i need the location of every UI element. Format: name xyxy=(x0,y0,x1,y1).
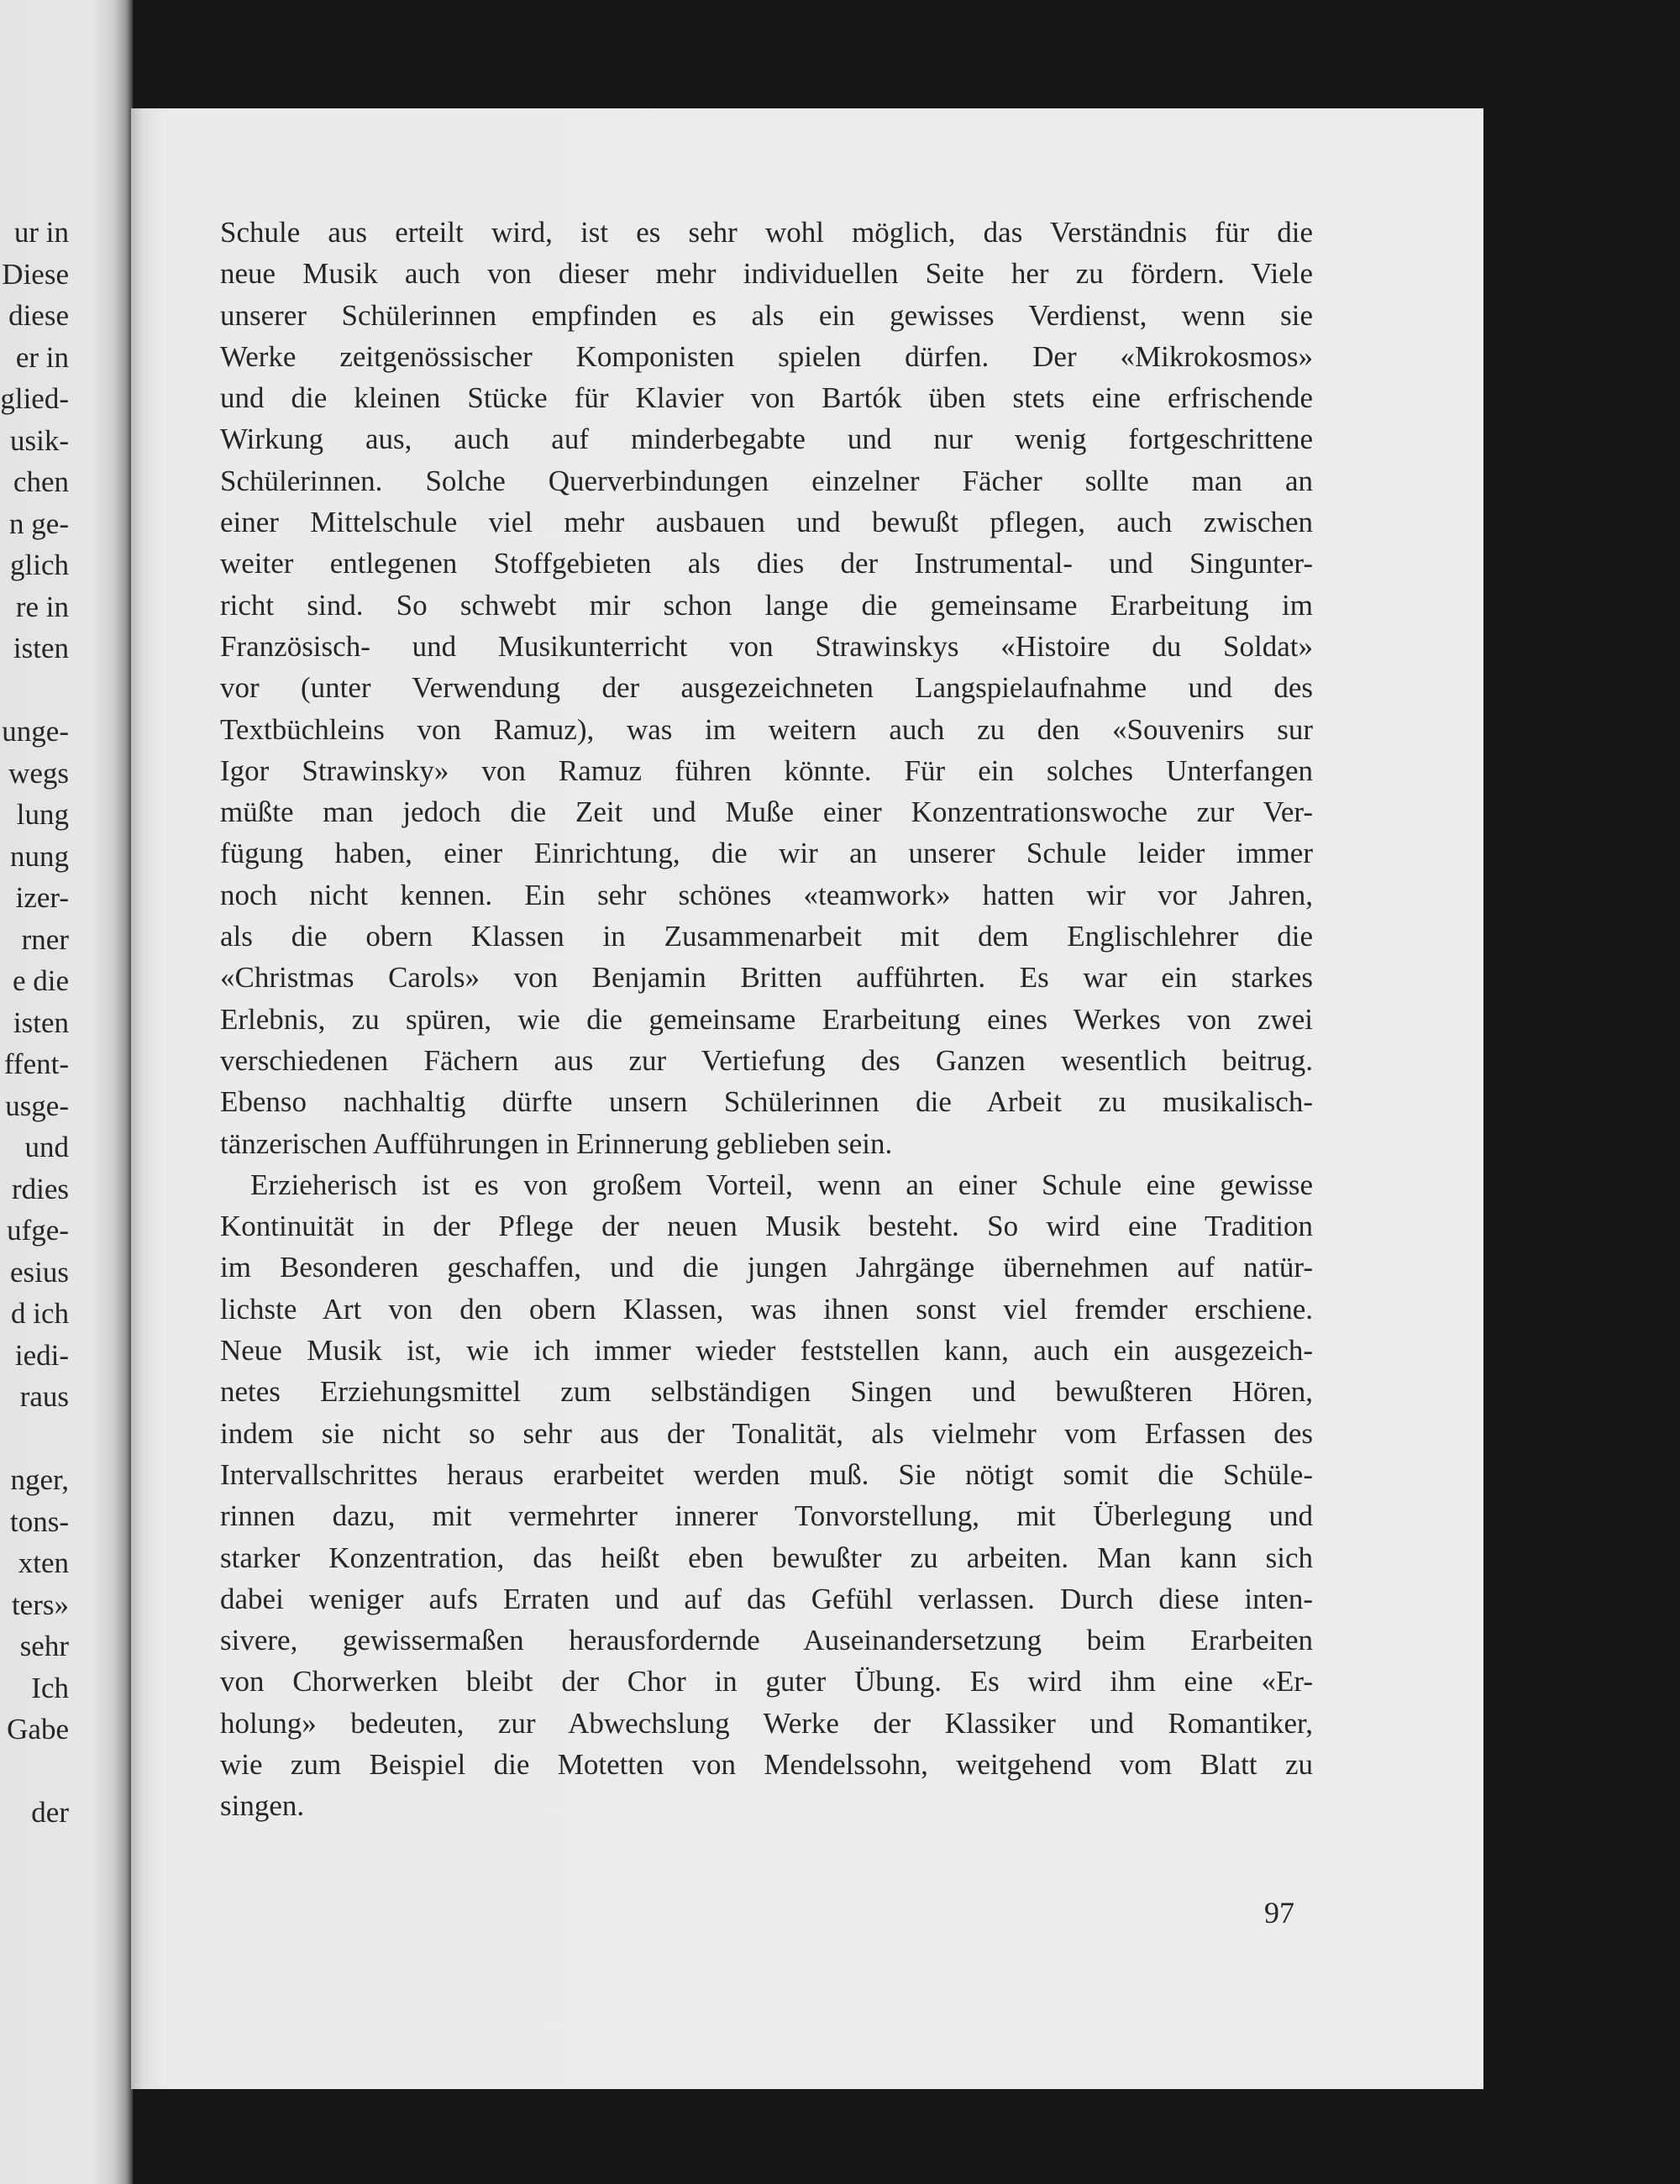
left-page-line-fragment xyxy=(0,1126,69,1168)
text-line: lichste Art von den obern Klassen, was ihnen sonst viel fremder erschiene. xyxy=(220,1292,1313,1326)
text-line: Ebenso nachhaltig dürfte unsern Schülerinnen die Arbeit zu musikalisch- xyxy=(220,1085,1313,1119)
text-line: netes Erziehungsmittel zum selbständigen Singen und bewußteren Hören, xyxy=(220,1375,1313,1409)
left-page-line-fragment xyxy=(0,586,69,628)
text-line: noch nicht kennen. Ein sehr schönes «teamwork» hatten wir vor Jahren, xyxy=(220,878,1313,911)
fragment-text: e die xyxy=(12,964,69,997)
paragraph xyxy=(220,1164,1313,1827)
text-line: singen. xyxy=(220,1789,305,1823)
left-page-line-fragment xyxy=(0,337,69,379)
left-page-line-fragment xyxy=(0,1085,69,1127)
left-page-line-fragment xyxy=(0,378,69,420)
left-page-line-fragment xyxy=(0,420,69,462)
fragment-text: xten xyxy=(18,1546,69,1579)
fragment-text: Ich xyxy=(31,1671,69,1704)
left-page-text-fragments xyxy=(0,212,69,1834)
text-line: als die obern Klassen in Zusammenarbeit mit dem Englischlehrer die xyxy=(220,920,1313,953)
text-line: Werke zeitgenössischer Komponisten spielen dürfen. Der «Mikrokosmos» xyxy=(220,339,1313,373)
left-page-line-fragment xyxy=(0,1043,69,1085)
fragment-text: er in xyxy=(15,340,69,374)
left-page-line-fragment xyxy=(0,1252,69,1294)
left-page-line-fragment xyxy=(0,1709,69,1751)
left-page-line-fragment xyxy=(0,1667,69,1709)
fragment-text: rdies xyxy=(11,1172,69,1205)
left-page-line-fragment xyxy=(0,627,69,669)
text-line: starker Konzentration, das heißt eben bewußter zu arbeiten. Man kann sich xyxy=(220,1541,1313,1574)
left-page-line-fragment xyxy=(0,1459,69,1501)
fragment-text: usge- xyxy=(5,1089,69,1122)
left-page-line-fragment xyxy=(0,1625,69,1667)
text-line: Wirkung aus, auch auf minderbegabte und nur wenig fortgeschrittene xyxy=(220,423,1313,456)
left-page-line-fragment xyxy=(0,1542,69,1584)
fragment-text: Diese xyxy=(2,257,69,291)
text-line: dabei weniger aufs Erraten und auf das Gefühl verlassen. Durch diese inten- xyxy=(220,1582,1313,1615)
left-page-line-fragment xyxy=(0,877,69,919)
left-page-line-fragment xyxy=(0,919,69,961)
text-line: und die kleinen Stücke für Klavier von Bartók üben stets eine erfrischende xyxy=(220,381,1313,415)
left-page-line-fragment xyxy=(0,1293,69,1335)
fragment-text: glied- xyxy=(0,382,69,415)
left-page-line-fragment xyxy=(0,1002,69,1044)
text-line: sivere, gewissermaßen herausfordernde Auseinandersetzung beim Erarbeiten xyxy=(220,1624,1313,1657)
fragment-text: d ich xyxy=(10,1297,69,1330)
text-line: fügung haben, einer Einrichtung, die wir an unserer Schule leider immer xyxy=(220,837,1313,870)
text-line: indem sie nicht so sehr aus der Tonalität, als vielmehr vom Erfassen des xyxy=(220,1416,1313,1450)
blank-line xyxy=(0,1751,69,1793)
text-line: vor (unter Verwendung der ausgezeichneten Langspielaufnahme und des xyxy=(220,671,1313,705)
text-line: verschiedenen Fächern aus zur Vertiefung des Ganzen wesentlich beitrug. xyxy=(220,1043,1313,1077)
text-line: müßte man jedoch die Zeit und Muße einer Konzentrationswoche zur Ver- xyxy=(220,795,1313,829)
fragment-text: n ge- xyxy=(9,507,69,540)
page-number: 97 xyxy=(1264,1896,1294,1929)
fragment-text: re in xyxy=(15,590,69,623)
blank-line xyxy=(0,669,69,711)
fragment-text: ufge- xyxy=(7,1214,69,1247)
text-line: Französisch- und Musikunterricht von Strawinskys «Histoire du Soldat» xyxy=(220,629,1313,663)
text-line: Erzieherisch ist es von großem Vorteil, wenn an einer Schule eine gewisse xyxy=(250,1168,1313,1201)
fragment-text: rner xyxy=(21,922,69,956)
fragment-text: sehr xyxy=(19,1630,69,1662)
fragment-text: und xyxy=(24,1131,69,1163)
text-line: Igor Strawinsky» von Ramuz führen könnte. Für ein solches Unterfangen xyxy=(220,753,1313,787)
text-line: rinnen dazu, mit vermehrter innerer Tonvorstellung, mit Überlegung und xyxy=(220,1499,1313,1533)
fragment-text: unge- xyxy=(2,715,69,748)
left-page-line-fragment xyxy=(0,1792,69,1834)
left-page-line-fragment xyxy=(0,295,69,337)
fragment-text: ffent- xyxy=(3,1047,69,1080)
fragment-text: glich xyxy=(10,549,69,581)
blank-line xyxy=(0,1418,69,1460)
fragment-text: chen xyxy=(13,465,69,498)
left-page-edge xyxy=(0,0,133,2184)
text-line: wie zum Beispiel die Motetten von Mendelssohn, weitgehend vom Blatt zu xyxy=(220,1747,1313,1781)
text-line: holung» bedeuten, zur Abwechslung Werke der Klassiker und Romantiker, xyxy=(220,1706,1313,1740)
fragment-text: izer- xyxy=(15,881,69,914)
left-page-line-fragment xyxy=(0,461,69,503)
left-page-line-fragment xyxy=(0,960,69,1002)
text-line: Textbüchleins von Ramuz), was im weitern auch zu den «Souvenirs sur xyxy=(220,712,1313,746)
text-line: weiter entlegenen Stoffgebieten als dies der Instrumental- und Singunter- xyxy=(220,547,1313,580)
fragment-text: usik- xyxy=(10,423,69,457)
fragment-text: isten xyxy=(13,1005,69,1039)
left-page-line-fragment xyxy=(0,794,69,836)
text-line: tänzerischen Aufführungen in Erinnerung geblieben sein. xyxy=(220,1126,893,1160)
left-page-line-fragment xyxy=(0,1584,69,1626)
text-line: Kontinuität in der Pflege der neuen Musik besteht. So wird eine Tradition xyxy=(220,1210,1313,1243)
fragment-text: isten xyxy=(13,632,69,664)
fragment-text: ur in xyxy=(13,216,69,249)
left-page-line-fragment xyxy=(0,836,69,878)
left-page-line-fragment xyxy=(0,1335,69,1377)
text-line: neue Musik auch von dieser mehr individuellen Seite her zu fördern. Viele xyxy=(220,257,1313,291)
left-page-line-fragment xyxy=(0,503,69,545)
fragment-text: nger, xyxy=(10,1463,69,1496)
fragment-text: ters» xyxy=(11,1588,69,1621)
text-line: Schule aus erteilt wird, ist es sehr wohl möglich, das Verständnis für die xyxy=(220,216,1313,249)
body-text xyxy=(220,212,1313,1827)
fragment-text: lung xyxy=(16,798,69,831)
fragment-text: esius xyxy=(10,1255,69,1289)
text-line: richt sind. So schwebt mir schon lange die gemeinsame Erarbeitung im xyxy=(220,588,1313,622)
text-line: Schülerinnen. Solche Querverbindungen einzelner Fächer sollte man an xyxy=(220,464,1313,497)
left-page-line-fragment xyxy=(0,544,69,586)
text-line: Erlebnis, zu spüren, wie die gemeinsame Erarbeitung eines Werkes von zwei xyxy=(220,1002,1313,1036)
left-page-line-fragment xyxy=(0,212,69,254)
left-page-line-fragment xyxy=(0,711,69,753)
fragment-text: wegs xyxy=(8,756,69,790)
fragment-text: diese xyxy=(8,299,69,332)
text-line: einer Mittelschule viel mehr ausbauen und bewußt pflegen, auch zwischen xyxy=(220,506,1313,539)
fragment-text: Gabe xyxy=(7,1713,69,1746)
text-line: Intervallschrittes heraus erarbeitet werden muß. Sie nötigt somit die Schüle- xyxy=(220,1457,1313,1491)
left-page-line-fragment xyxy=(0,1210,69,1252)
left-page-line-fragment xyxy=(0,1376,69,1418)
left-page-line-fragment xyxy=(0,1168,69,1210)
fragment-text: tons- xyxy=(10,1504,69,1538)
text-line: «Christmas Carols» von Benjamin Britten aufführten. Es war ein starkes xyxy=(220,961,1313,995)
fragment-text: raus xyxy=(19,1380,69,1413)
left-page-line-fragment xyxy=(0,753,69,795)
fragment-text: nung xyxy=(10,839,69,873)
fragment-text: iedi- xyxy=(14,1338,69,1372)
left-page-line-fragment xyxy=(0,1501,69,1543)
paragraph xyxy=(220,212,1313,1164)
text-line: im Besonderen geschaffen, und die jungen Jahrgänge übernehmen auf natür- xyxy=(220,1251,1313,1284)
fragment-text: der xyxy=(31,1796,69,1829)
text-line: Neue Musik ist, wie ich immer wieder feststellen kann, auch ein ausgezeich- xyxy=(220,1334,1313,1368)
left-page-line-fragment xyxy=(0,254,69,296)
text-line: unserer Schülerinnen empfinden es als ein gewisses Verdienst, wenn sie xyxy=(220,298,1313,332)
text-line: von Chorwerken bleibt der Chor in guter Übung. Es wird ihm eine «Er- xyxy=(220,1665,1313,1698)
